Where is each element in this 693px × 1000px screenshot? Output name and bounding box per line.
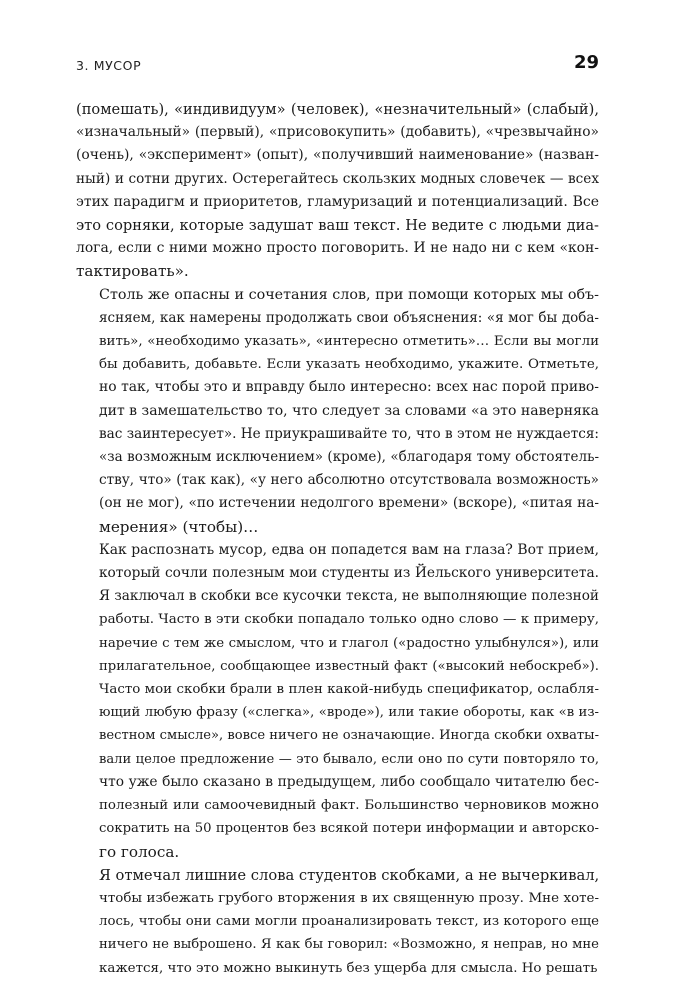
text-line: который сочли полезным мои студенты из Йельского университета. <box>99 565 599 582</box>
text-line: ничего не выброшено. Я как бы говорил: «Возможно, я неправ, но мне <box>99 937 599 953</box>
text-line: сократить на 50 процентов без всякой потери информации и авторско- <box>99 821 599 837</box>
text-line: вас заинтересует». Не приукрашивайте то, что в этом не нуждается: <box>99 425 599 442</box>
text-line: тактировать». <box>76 262 189 281</box>
text-line: ный) и сотни других. Остерегайтесь скользких модных словечек — всех <box>76 170 599 187</box>
text-line: этих парадигм и приоритетов, гламуризаций и потенциализаций. Все <box>76 193 599 210</box>
text-line: кажется, что это можно выкинуть без ущерба для смысла. Но решать <box>99 960 598 976</box>
text-line: наречие с тем же смыслом, что и глагол («радостно улыбнулся»), или <box>99 635 599 651</box>
text-line: (помешать), «индивидуум» (человек), «незначительный» (слабый), <box>76 101 599 118</box>
text-line: но так, чтобы это и вправду было интересно: всех нас порой приво- <box>99 379 599 396</box>
page-number: 29 <box>573 52 599 73</box>
paragraph <box>76 284 599 539</box>
text-line: бы добавить, добавьте. Если указать необходимо, укажите. Отметьте, <box>99 357 599 373</box>
text-line: лога, если с ними можно просто поговорить. И не надо ни с кем «кон- <box>76 240 599 257</box>
text-line: мерения» (чтобы)… <box>99 517 259 536</box>
text-line: чтобы избежать грубого вторжения в их священную прозу. Мне хоте- <box>99 890 599 906</box>
paragraph <box>76 98 599 284</box>
text-line: Я заключал в скобки все кусочки текста, не выполняющие полезной <box>99 588 599 605</box>
text-line: (он не мог), «по истечении недолгого времени» (вскоре), «питая на- <box>99 495 599 512</box>
text-line: ющий любую фразу («слегка», «вроде»), или такие обороты, как «в из- <box>99 705 599 721</box>
text-line: (очень), «эксперимент» (опыт), «получивший наименование» (назван- <box>76 147 599 164</box>
paragraph <box>76 864 599 980</box>
text-line: Я отмечал лишние слова студентов скобками, а не вычеркивал, <box>99 866 600 884</box>
text-line: вить», «необходимо указать», «интересно отметить»… Если вы могли <box>99 334 599 350</box>
text-line: ству, что» (так как), «у него абсолютно отсутствовала возможность» <box>99 472 599 489</box>
text-line: Часто мои скобки брали в плен какой-нибудь спецификатор, ослабля- <box>99 682 599 698</box>
text-line: «изначальный» (первый), «присовокупить» (добавить), «чрезвычайно» <box>76 124 599 141</box>
text-line: Как распознать мусор, едва он попадется вам на глаза? Вот прием, <box>99 541 599 558</box>
text-line: прилагательное, сообщающее известный факт («высокий небоскреб»). <box>99 658 599 674</box>
text-line: го голоса. <box>99 842 180 861</box>
text-line: полезный или самоочевидный факт. Большинство черновиков можно <box>99 798 599 814</box>
text-line: ясняем, как намерены продолжать свои объяснения: «я мог бы доба- <box>99 309 599 326</box>
text-line: дит в замешательство то, что следует за словами «а это наверняка <box>99 402 599 419</box>
text-line: лось, чтобы они сами могли проанализировать текст, из которого еще <box>99 914 599 930</box>
text-line: вестном смысле», вовсе ничего не означающие. Иногда скобки охваты- <box>99 728 599 744</box>
text-line: что уже было сказано в предыдущем, либо сообщало читателю бес- <box>99 773 599 790</box>
text-line: вали целое предложение — это бывало, если оно по сути повторяло то, <box>99 751 599 767</box>
text-line: «за возможным исключением» (кроме), «благодаря тому обстоятель- <box>99 449 599 466</box>
paragraph <box>76 539 599 864</box>
text-line: это сорняки, которые задушат ваш текст. Не ведите с людьми диа- <box>76 217 599 235</box>
body-text <box>76 98 599 980</box>
text-line: работы. Часто в эти скобки попадало только одно слово — к примеру, <box>99 612 599 628</box>
text-line: Столь же опасны и сочетания слов, при помощи которых мы объ- <box>99 286 599 303</box>
running-head-chapter: 3. МУСОР <box>76 58 142 73</box>
